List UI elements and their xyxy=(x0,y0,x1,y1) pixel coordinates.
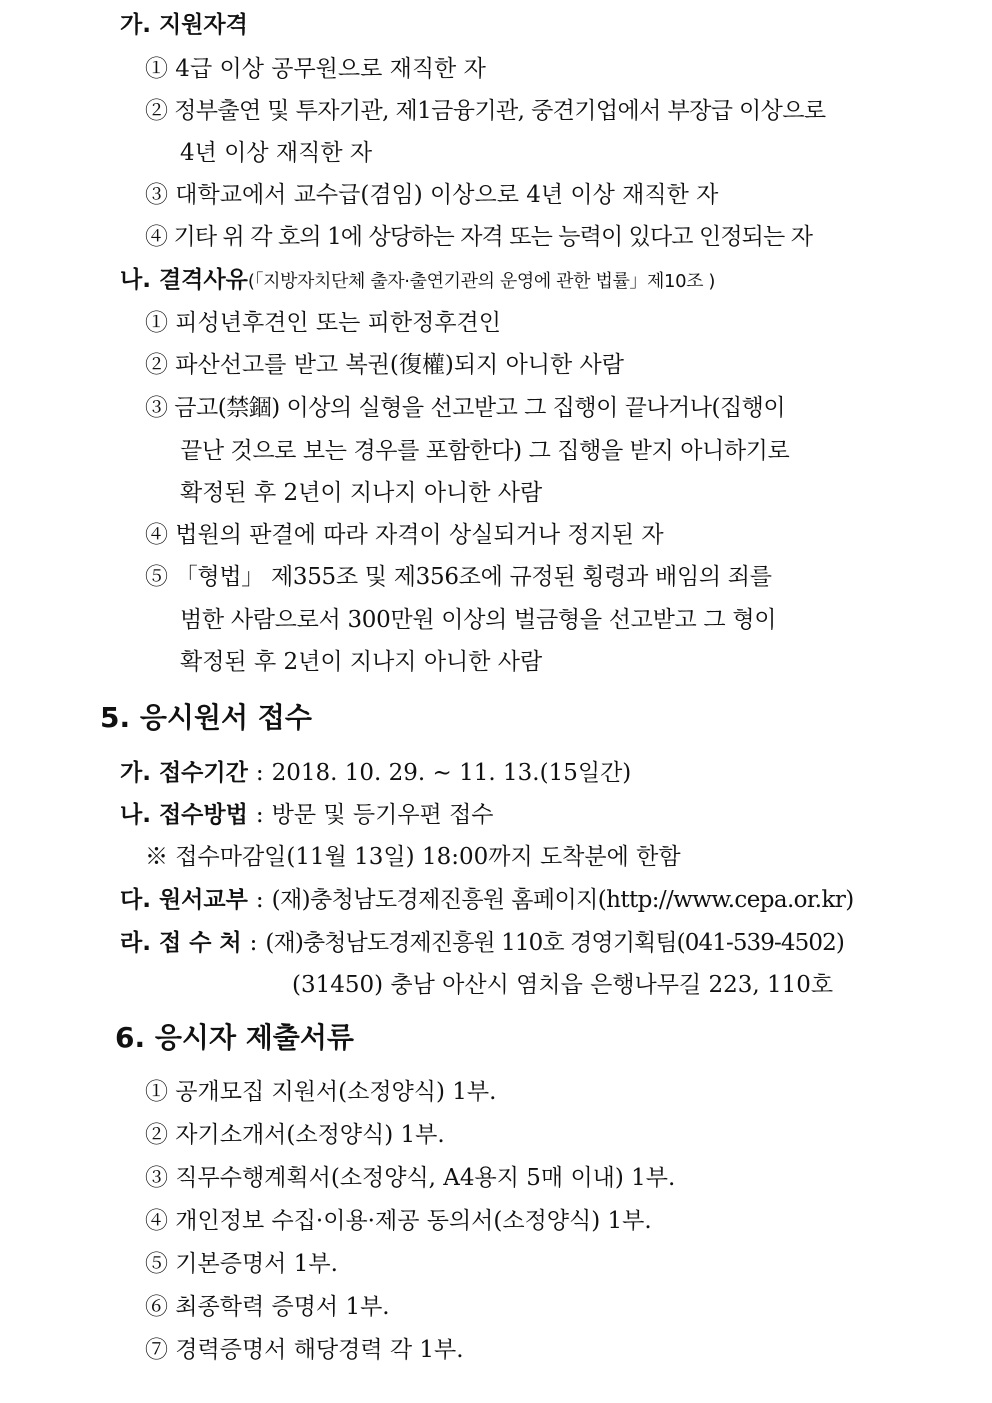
application-method-label: 나. 접수방법 xyxy=(120,802,248,828)
reception-office-label: 라. 접 수 처 xyxy=(120,930,242,956)
application-method-row xyxy=(120,800,494,830)
disqualification-item-4: ④ 법원의 판결에 따라 자격이 상실되거나 정지된 자 xyxy=(145,522,664,548)
form-distribution-label: 다. 원서교부 xyxy=(120,887,248,913)
disqualification-item-1: ① 피성년후견인 또는 피한정후견인 xyxy=(145,310,501,336)
colon: : xyxy=(255,887,264,913)
disqualification-heading-label: 나. 결격사유 xyxy=(120,267,248,293)
reception-address: (31450) 충남 아산시 염치읍 은행나무길 223, 110호 xyxy=(292,972,834,998)
colon: : xyxy=(255,760,264,786)
document-item-5: ⑤ 기본증명서 1부. xyxy=(145,1251,338,1277)
document-item-1: ① 공개모집 지원서(소정양식) 1부. xyxy=(145,1079,497,1105)
application-period-label: 가. 접수기간 xyxy=(120,760,248,786)
disqualification-item-5: ⑤ 「형법」 제355조 및 제356조에 규정된 횡령과 배임의 죄를 xyxy=(145,564,772,590)
form-distribution-value: (재)충청남도경제진흥원 홈페이지(http://www.cepa.or.kr) xyxy=(271,887,854,913)
disqualification-item-5-cont-2: 확정된 후 2년이 지나지 아니한 사람 xyxy=(180,649,543,675)
deadline-note: ※ 접수마감일(11월 13일) 18:00까지 도착분에 한함 xyxy=(145,844,681,870)
reception-office-row xyxy=(120,928,844,958)
document-item-3: ③ 직무수행계획서(소정양식, A4용지 5매 이내) 1부. xyxy=(145,1165,676,1191)
reception-office-value: (재)충청남도경제진흥원 110호 경영기획팀(041-539-4502) xyxy=(265,930,844,956)
disqualification-item-2: ② 파산선고를 받고 복권(復權)되지 아니한 사람 xyxy=(145,352,624,378)
disqualification-item-3-cont-2: 확정된 후 2년이 지나지 아니한 사람 xyxy=(180,480,543,506)
disqualification-item-5-cont-1: 범한 사람으로서 300만원 이상의 벌금형을 선고받고 그 형이 xyxy=(180,607,777,633)
disqualification-law-reference: (「지방자치단체 출자·출연기관의 운영에 관한 법률」제10조 ) xyxy=(247,271,716,292)
document-item-4: ④ 개인정보 수집·이용·제공 동의서(소정양식) 1부. xyxy=(145,1208,652,1234)
colon: : xyxy=(255,802,264,828)
qualification-item-2: ② 정부출연 및 투자기관, 제1금융기관, 중견기업에서 부장급 이상으로 xyxy=(145,98,826,124)
application-period-row xyxy=(120,758,631,788)
document-item-2: ② 자기소개서(소정양식) 1부. xyxy=(145,1122,445,1148)
colon: : xyxy=(249,930,258,956)
document-item-7: ⑦ 경력증명서 해당경력 각 1부. xyxy=(145,1337,464,1363)
document-item-6: ⑥ 최종학력 증명서 1부. xyxy=(145,1294,390,1320)
qualification-heading: 가. 지원자격 xyxy=(120,12,248,38)
application-period-value: 2018. 10. 29. ∼ 11. 13.(15일간) xyxy=(271,760,632,786)
form-distribution-row xyxy=(120,885,854,915)
qualification-item-3: ③ 대학교에서 교수급(겸임) 이상으로 4년 이상 재직한 자 xyxy=(145,182,719,208)
disqualification-item-3-cont-1: 끝난 것으로 보는 경우를 포함한다) 그 집행을 받지 아니하기로 xyxy=(180,438,790,464)
section-6-title: 6. 응시자 제출서류 xyxy=(115,1021,354,1054)
qualification-item-4: ④ 기타 위 각 호의 1에 상당하는 자격 또는 능력이 있다고 인정되는 자 xyxy=(145,224,813,250)
disqualification-item-3: ③ 금고(禁錮) 이상의 실형을 선고받고 그 집행이 끝나거나(집행이 xyxy=(145,395,786,421)
section-5-title: 5. 응시원서 접수 xyxy=(100,701,312,734)
application-method-value: 방문 및 등기우편 접수 xyxy=(271,802,494,828)
qualification-item-1: ① 4급 이상 공무원으로 재직한 자 xyxy=(145,56,486,82)
disqualification-heading xyxy=(120,265,715,297)
qualification-item-2-cont: 4년 이상 재직한 자 xyxy=(180,140,373,166)
